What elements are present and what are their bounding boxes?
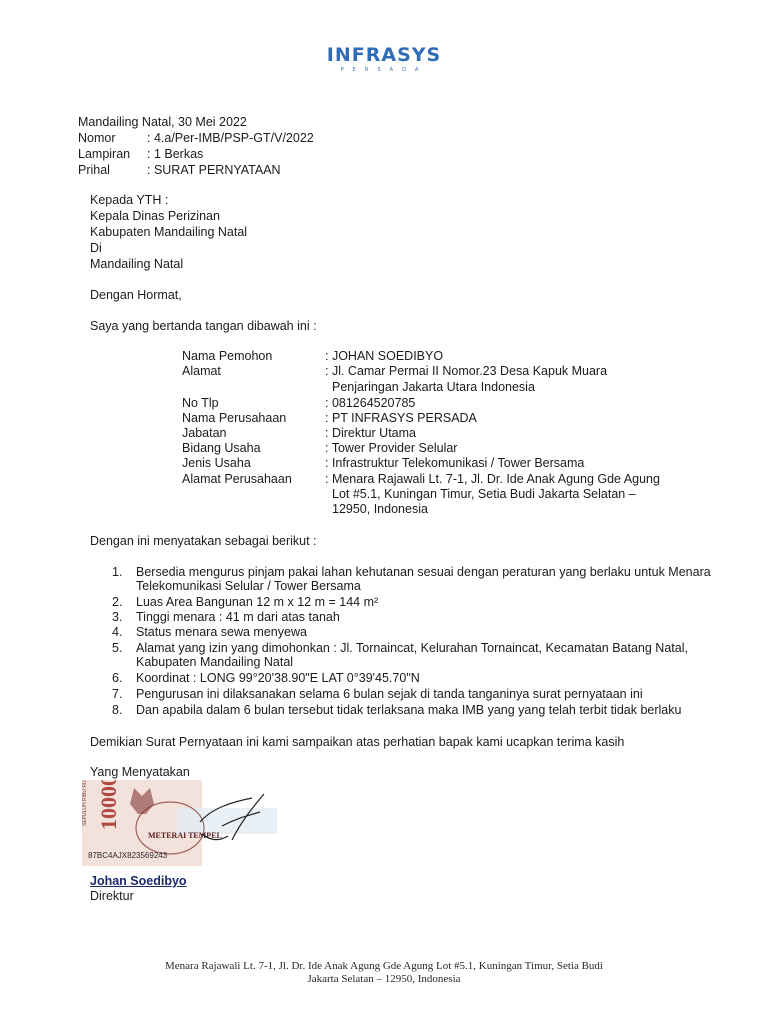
stamp-side-text: SEPULUH RIBU RUPIAH bbox=[82, 780, 88, 826]
header-label-lampiran: Lampiran bbox=[78, 147, 131, 161]
field-value-jenis-usaha: : Infrastruktur Telekomunikasi / Tower Bersama bbox=[325, 456, 585, 470]
logo-text: INFRASYS bbox=[326, 44, 442, 66]
field-label-nama-pemohon: Nama Pemohon bbox=[182, 349, 273, 363]
point-number: 8. bbox=[112, 703, 123, 717]
point-number: 3. bbox=[112, 610, 123, 624]
point-number: 7. bbox=[112, 687, 123, 701]
header-label-prihal: Prihal bbox=[78, 163, 110, 177]
stamp-amount: 10000 bbox=[96, 780, 121, 830]
header-value-lampiran: : 1 Berkas bbox=[147, 147, 204, 161]
point-text: Alamat yang izin yang dimohonkan : Jl. Tornaincat, Kelurahan Tornaincat, Kecamatan Batang Natal, bbox=[136, 641, 688, 655]
field-value-no-tlp: : 081264520785 bbox=[325, 396, 416, 410]
field-label-jabatan: Jabatan bbox=[182, 426, 227, 440]
field-value-alamat: : Jl. Camar Permai II Nomor.23 Desa Kapuk Muara bbox=[325, 364, 608, 378]
logo-subtext: PERSADA bbox=[340, 67, 428, 73]
field-label-nama-perusahaan: Nama Perusahaan bbox=[182, 411, 287, 425]
point-text: Tinggi menara : 41 m dari atas tanah bbox=[136, 610, 340, 624]
point-number: 5. bbox=[112, 641, 123, 655]
greeting: Dengan Hormat, bbox=[90, 288, 182, 302]
point-text: Status menara sewa menyewa bbox=[136, 625, 307, 639]
field-value-bidang-usaha: : Tower Provider Selular bbox=[325, 441, 458, 455]
point-number: 1. bbox=[112, 565, 123, 579]
footer-address-line: Jakarta Selatan – 12950, Indonesia bbox=[307, 973, 461, 985]
company-logo bbox=[0, 44, 768, 73]
closing-text: Demikian Surat Pernyataan ini kami sampaikan atas perhatian bapak kami ucapkan terima kasih bbox=[90, 735, 625, 749]
point-text-cont: Kabupaten Mandailing Natal bbox=[136, 655, 294, 669]
point-text-cont: Telekomunikasi Selular / Tower Bersama bbox=[136, 579, 361, 593]
signoff-text: Yang Menyatakan bbox=[90, 765, 190, 779]
header-value-nomor: : 4.a/Per-IMB/PSP-GT/V/2022 bbox=[147, 131, 314, 145]
field-label-jenis-usaha: Jenis Usaha bbox=[182, 456, 251, 470]
field-value-nama-pemohon: : JOHAN SOEDIBYO bbox=[325, 349, 444, 363]
header-label-nomor: Nomor bbox=[78, 131, 116, 145]
point-text: Dan apabila dalam 6 bulan tersebut tidak terlaksana maka IMB yang yang telah terbit tidak berlaku bbox=[136, 703, 682, 717]
recipient-line: Mandailing Natal bbox=[90, 257, 184, 271]
point-text: Koordinat : LONG 99°20'38.90"E LAT 0°39'45.70"N bbox=[136, 671, 420, 685]
point-number: 6. bbox=[112, 671, 123, 685]
signature-block bbox=[82, 780, 282, 870]
meterai-stamp bbox=[82, 780, 282, 870]
field-value-nama-perusahaan: : PT INFRASYS PERSADA bbox=[325, 411, 477, 425]
recipient-line: Di bbox=[90, 241, 102, 255]
signer-name: Johan Soedibyo bbox=[90, 874, 187, 888]
field-label-no-tlp: No Tlp bbox=[182, 396, 219, 410]
field-value-alamat-perusahaan-cont: 12950, Indonesia bbox=[332, 502, 428, 516]
field-label-alamat-perusahaan: Alamat Perusahaan bbox=[182, 472, 292, 486]
point-text: Luas Area Bangunan 12 m x 12 m = 144 m² bbox=[136, 595, 379, 609]
intro-text: Saya yang bertanda tangan dibawah ini : bbox=[90, 319, 317, 333]
recipient-line: Kepala Dinas Perizinan bbox=[90, 209, 220, 223]
recipient-line: Kabupaten Mandailing Natal bbox=[90, 225, 248, 239]
stamp-serial: 87BC4AJX823569243 bbox=[88, 851, 168, 860]
header-value-prihal: : SURAT PERNYATAAN bbox=[147, 163, 281, 177]
field-value-jabatan: : Direktur Utama bbox=[325, 426, 416, 440]
statement-intro: Dengan ini menyatakan sebagai berikut : bbox=[90, 534, 317, 548]
signer-title: Direktur bbox=[90, 889, 134, 903]
stamp-label: METERAI TEMPEL bbox=[148, 831, 222, 840]
field-value-alamat-cont: Penjaringan Jakarta Utara Indonesia bbox=[332, 380, 535, 394]
point-text: Bersedia mengurus pinjam pakai lahan kehutanan sesuai dengan peraturan yang berlaku untuk Menara bbox=[136, 565, 711, 579]
footer-address-line: Menara Rajawali Lt. 7-1, Jl. Dr. Ide Anak Agung Gde Agung Lot #5.1, Kuningan Timur, Setia Budi bbox=[165, 960, 603, 972]
point-number: 4. bbox=[112, 625, 123, 639]
field-label-bidang-usaha: Bidang Usaha bbox=[182, 441, 261, 455]
place-date: Mandailing Natal, 30 Mei 2022 bbox=[78, 115, 247, 129]
recipient-line: Kepada YTH : bbox=[90, 193, 169, 207]
field-value-alamat-perusahaan-cont: Lot #5.1, Kuningan Timur, Setia Budi Jakarta Selatan – bbox=[332, 487, 636, 501]
field-label-alamat: Alamat bbox=[182, 364, 221, 378]
field-value-alamat-perusahaan: : Menara Rajawali Lt. 7-1, Jl. Dr. Ide Anak Agung Gde Agung bbox=[325, 472, 660, 486]
point-number: 2. bbox=[112, 595, 123, 609]
point-text: Pengurusan ini dilaksanakan selama 6 bulan sejak di tanda tanganinya surat pernyataan ini bbox=[136, 687, 643, 701]
